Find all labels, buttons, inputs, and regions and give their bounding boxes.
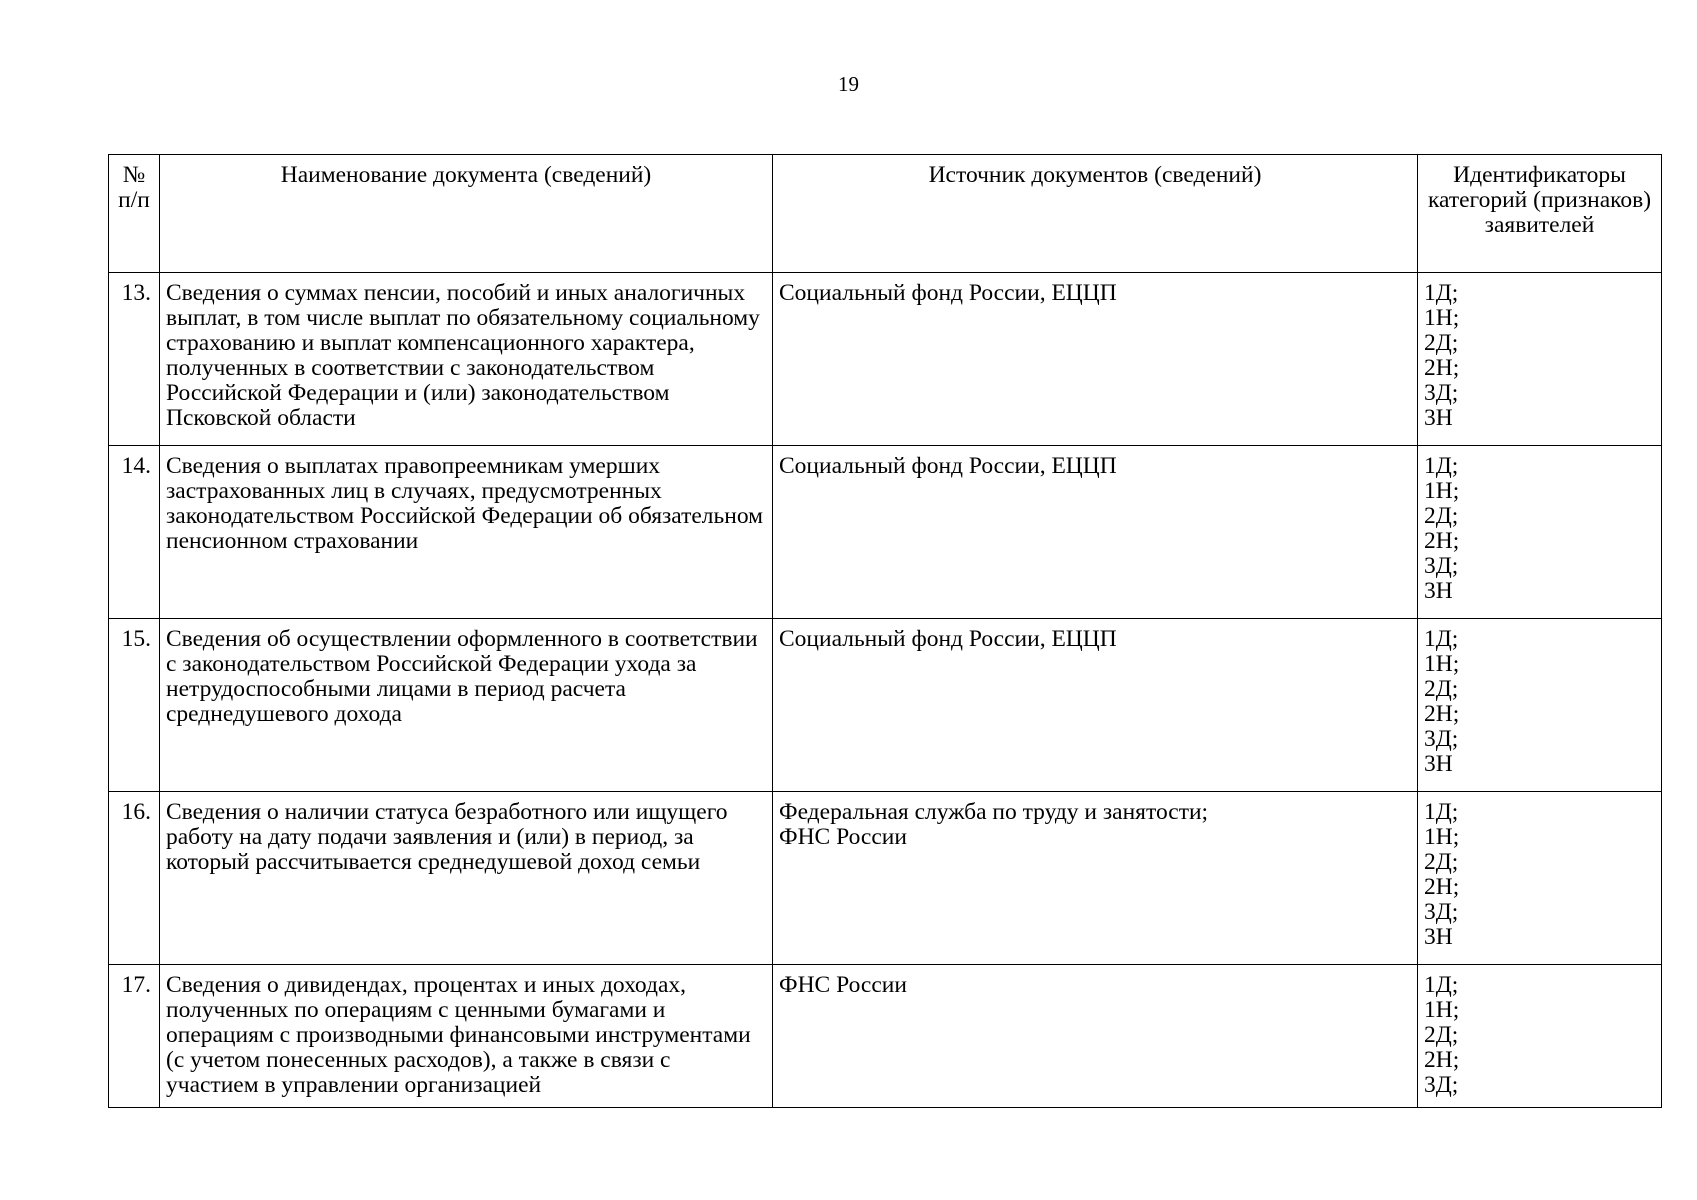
identifier: 2Д; <box>1424 330 1459 356</box>
category-identifiers <box>1418 965 1662 1108</box>
document-source <box>773 273 1418 446</box>
source-line: Социальный фонд России, ЕЦЦП <box>779 453 1117 479</box>
identifier: 2Д; <box>1424 676 1459 702</box>
table-row <box>109 792 1662 965</box>
table-row <box>109 446 1662 619</box>
document-source <box>773 446 1418 619</box>
category-identifiers <box>1418 446 1662 619</box>
identifier: 2Н; <box>1424 528 1460 554</box>
table-row <box>109 619 1662 792</box>
identifier: 1Н; <box>1424 997 1460 1023</box>
identifier: 1Д; <box>1424 453 1459 479</box>
identifier: 3Н <box>1424 578 1453 604</box>
row-number: 16. <box>109 792 160 965</box>
source-line: Социальный фонд России, ЕЦЦП <box>779 280 1117 306</box>
category-identifiers <box>1418 273 1662 446</box>
header-document-name: Наименование документа (сведений) <box>160 155 773 273</box>
identifier: 1Н; <box>1424 651 1460 677</box>
page-number: 19 <box>838 72 859 96</box>
table-row <box>109 965 1662 1108</box>
row-number: 13. <box>109 273 160 446</box>
source-line: ФНС России <box>779 972 907 998</box>
identifier: 3Д; <box>1424 726 1459 752</box>
table-row <box>109 273 1662 446</box>
identifier: 3Д; <box>1424 380 1459 406</box>
identifier: 2Д; <box>1424 503 1459 529</box>
document-source <box>773 965 1418 1108</box>
identifier: 1Н; <box>1424 305 1460 331</box>
identifier: 1Н; <box>1424 478 1460 504</box>
source-line: Социальный фонд России, ЕЦЦП <box>779 626 1117 652</box>
documents-table <box>108 154 1662 1108</box>
document-name: Сведения о наличии статуса безработного или ищущего работу на дату подачи заявления и (или) в период, за который рассчитывается среднедушевой доход семьи <box>160 792 773 965</box>
identifier: 1Д; <box>1424 972 1459 998</box>
category-identifiers <box>1418 619 1662 792</box>
identifier: 2Н; <box>1424 874 1460 900</box>
row-number: 17. <box>109 965 160 1108</box>
row-number: 14. <box>109 446 160 619</box>
identifier: 2Д; <box>1424 1022 1459 1048</box>
document-name: Сведения о дивидендах, процентах и иных доходах, полученных по операциям с ценными бумагами и операциям с производными финансовыми инструментами (с учетом понесенных расходов), а также в связи с участием в управлении организацией <box>160 965 773 1108</box>
document-name: Сведения об осуществлении оформленного в соответствии с законодательством Российской Федерации ухода за нетрудоспособными лицами в период расчета среднедушевого дохода <box>160 619 773 792</box>
identifier: 3Н <box>1424 924 1453 950</box>
identifier: 3Д; <box>1424 553 1459 579</box>
identifier: 2Д; <box>1424 849 1459 875</box>
header-num: № п/п <box>109 155 160 273</box>
identifier: 1Н; <box>1424 824 1460 850</box>
table-header-row <box>109 155 1662 273</box>
source-line: Федеральная служба по труду и занятости; <box>779 799 1209 825</box>
document-source <box>773 619 1418 792</box>
identifier: 2Н; <box>1424 355 1460 381</box>
document-source <box>773 792 1418 965</box>
identifier: 2Н; <box>1424 701 1460 727</box>
identifier: 1Д; <box>1424 626 1459 652</box>
identifier: 1Д; <box>1424 799 1459 825</box>
identifier: 2Н; <box>1424 1047 1460 1073</box>
identifier: 1Д; <box>1424 280 1459 306</box>
identifier: 3Н <box>1424 405 1453 431</box>
document-name: Сведения о выплатах правопреемникам умерших застрахованных лиц в случаях, предусмотренных законодательством Российской Федерации об обязательном пенсионном страховании <box>160 446 773 619</box>
category-identifiers <box>1418 792 1662 965</box>
header-source: Источник документов (сведений) <box>773 155 1418 273</box>
source-line: ФНС России <box>779 824 907 850</box>
identifier: 3Н <box>1424 751 1453 777</box>
document-name: Сведения о суммах пенсии, пособий и иных аналогичных выплат, в том числе выплат по обязательному социальному страхованию и выплат компенсационного характера, полученных в соответствии с законодательством Российской Федерации и (или) законодательством Псковской области <box>160 273 773 446</box>
header-identifiers: Идентификаторы категорий (признаков) заявителей <box>1418 155 1662 273</box>
identifier: 3Д; <box>1424 1072 1459 1098</box>
identifier: 3Д; <box>1424 899 1459 925</box>
row-number: 15. <box>109 619 160 792</box>
